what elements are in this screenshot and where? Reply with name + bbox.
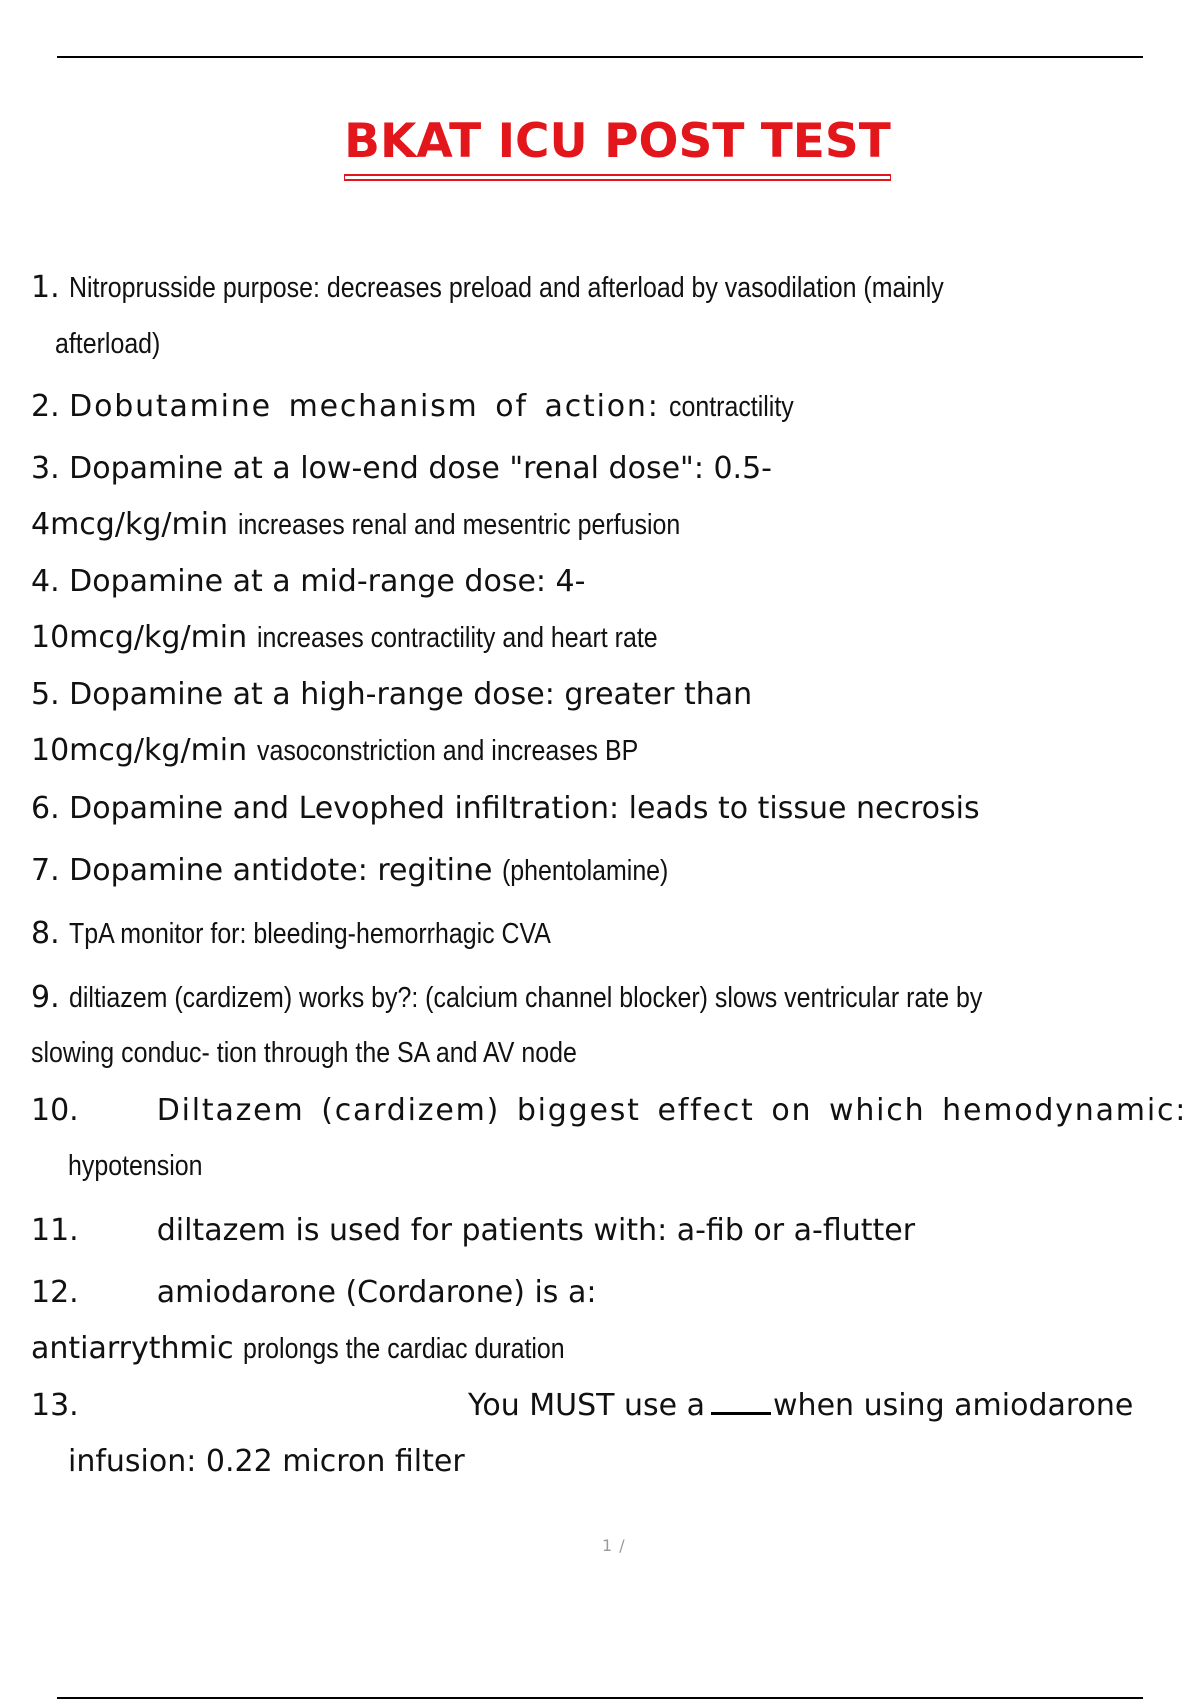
page-title xyxy=(0,112,1200,176)
top-rule xyxy=(57,56,1143,58)
q11-number: 11. xyxy=(31,1213,79,1248)
question-6 xyxy=(31,781,980,837)
q11-question: diltazem is used for patients with: a-fib or a-flutter xyxy=(156,1213,916,1248)
question-5-cont xyxy=(31,723,700,779)
question-5 xyxy=(31,667,752,723)
q6-number: 6. xyxy=(31,791,60,826)
question-7 xyxy=(31,843,695,899)
q10-number: 10. xyxy=(31,1093,79,1128)
q9-number: 9. xyxy=(31,980,60,1015)
q6-question: Dopamine and Levophed infiltration: leads to tissue necrosis xyxy=(69,791,980,826)
question-12-cont xyxy=(31,1321,617,1377)
q9-text: diltiazem (cardizem) works by?: (calcium channel blocker) slows ventricular rate by xyxy=(69,982,983,1014)
question-12 xyxy=(31,1265,596,1321)
q2-answer: contractility xyxy=(669,391,794,423)
q5-answer: vasoconstriction and increases BP xyxy=(256,735,638,767)
q12-term: antiarrythmic xyxy=(31,1331,234,1366)
q1-text-cont: afterload) xyxy=(55,328,161,360)
q7-question: Dopamine antidote: regitine xyxy=(69,853,493,888)
question-4 xyxy=(31,554,585,610)
q3-dose: 4mcg/kg/min xyxy=(31,507,229,542)
q4-number: 4. xyxy=(31,564,60,599)
q1-text: Nitroprusside purpose: decreases preload and afterload by vasodilation (mainly xyxy=(69,272,944,304)
q3-number: 3. xyxy=(31,451,60,486)
question-1-cont xyxy=(31,316,178,372)
q13-number: 13. xyxy=(31,1388,79,1423)
q2-number: 2. xyxy=(31,389,60,424)
question-9 xyxy=(31,970,1131,1026)
q4-answer: increases contractility and heart rate xyxy=(256,622,658,654)
q3-answer: increases renal and mesentric perfusion xyxy=(237,509,680,541)
question-1 xyxy=(31,260,1086,316)
question-4-cont xyxy=(31,610,723,666)
question-8 xyxy=(31,906,630,962)
q5-dose: 10mcg/kg/min xyxy=(31,733,248,768)
q12-answer: prolongs the cardiac duration xyxy=(243,1333,565,1365)
q5-number: 5. xyxy=(31,677,60,712)
q3-question: Dopamine at a low-end dose "renal dose": 0.5- xyxy=(69,451,773,486)
q4-question: Dopamine at a mid-range dose: 4- xyxy=(69,564,586,599)
q13-question-part2: when using amiodarone xyxy=(773,1388,1134,1423)
q13-answer: infusion: 0.22 micron filter xyxy=(68,1444,465,1479)
question-3 xyxy=(31,441,772,497)
question-2 xyxy=(31,379,814,435)
q2-question: Dobutamine mechanism of action: xyxy=(69,389,660,424)
q13-blank xyxy=(711,1390,771,1415)
q4-dose: 10mcg/kg/min xyxy=(31,620,248,655)
q12-number: 12. xyxy=(31,1275,79,1310)
page-title-text: BKAT ICU POST TEST xyxy=(344,112,891,176)
q7-answer: (phentolamine) xyxy=(502,855,669,887)
q12-question: amiodarone (Cordarone) is a: xyxy=(156,1275,597,1310)
q1-number: 1. xyxy=(31,270,60,305)
question-13 xyxy=(31,1378,79,1434)
page-number: 1 / xyxy=(602,1536,626,1555)
question-13-text xyxy=(468,1378,1133,1434)
q9-text-cont: slowing conduc- tion through the SA and AV node xyxy=(31,1037,577,1069)
q7-number: 7. xyxy=(31,853,60,888)
q8-text: TpA monitor for: bleeding-hemorrhagic CVA xyxy=(69,918,552,950)
q5-question: Dopamine at a high-range dose: greater than xyxy=(69,677,753,712)
question-10-cont xyxy=(31,1138,224,1194)
question-3-cont xyxy=(31,497,752,553)
question-10 xyxy=(31,1083,1187,1139)
q10-answer: hypotension xyxy=(68,1150,203,1182)
bottom-rule xyxy=(57,1697,1143,1699)
question-13-cont xyxy=(31,1434,465,1490)
question-11 xyxy=(31,1203,915,1259)
q10-question: Diltazem (cardizem) biggest effect on which hemodynamic: xyxy=(156,1093,1188,1128)
q8-number: 8. xyxy=(31,916,60,951)
question-9-cont xyxy=(31,1025,666,1081)
q13-question-part1: You MUST use a xyxy=(468,1388,706,1423)
